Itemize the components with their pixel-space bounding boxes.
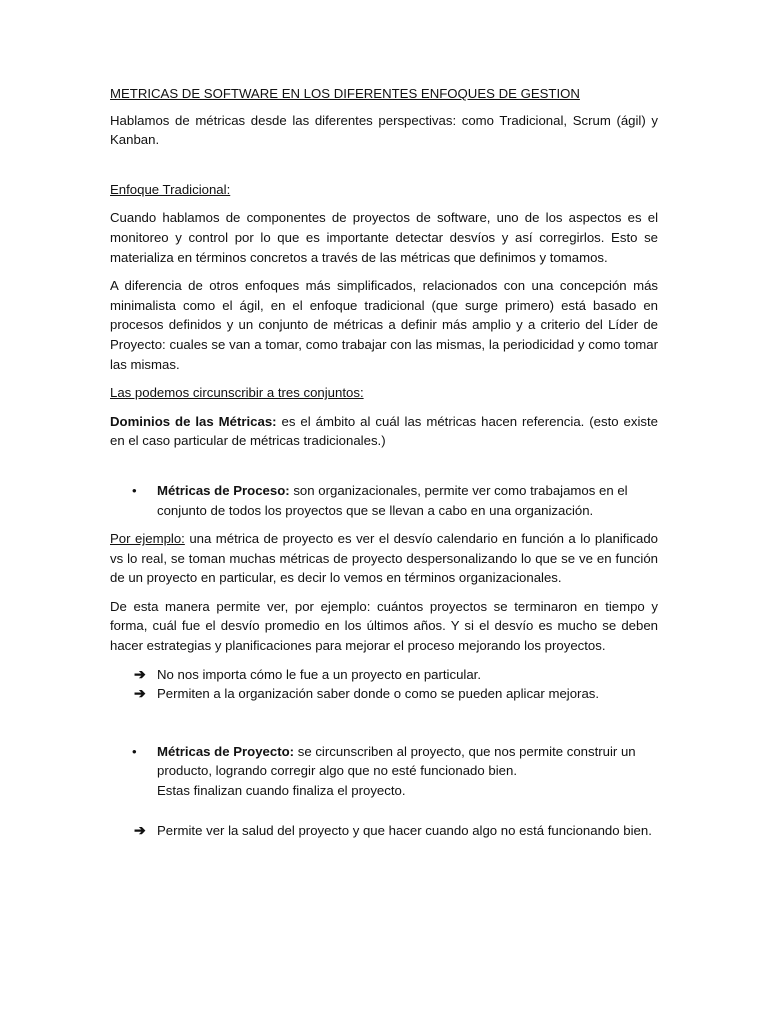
arrow-item-text: No nos importa cómo le fue a un proyecto en particular. (157, 666, 482, 682)
bullet-metricas-proceso (110, 481, 658, 520)
ejemplo-label: Por ejemplo: (110, 531, 185, 547)
arrow-right-icon: ➔ (134, 665, 146, 682)
bullet-metricas-proyecto (110, 742, 658, 801)
proyecto-label: Métricas de Proyecto: (157, 743, 295, 759)
document-page (110, 84, 658, 840)
paragraph-diferencia: A diferencia de otros enfoques más simplificados, relacionados con una concepción más minimalista como el ágil, en el enfoque tradicional (que surge primero) está basado en procesos definidos y un conjunto de métricas a definir más amplio y a criterio del Líder de Proyecto: cuales se van a tomar, como trabajar con las mismas, la periodicidad y como tomar las mismas. (110, 278, 658, 372)
paragraph-ejemplo (110, 529, 658, 588)
dominios-text: es el ámbito al cuál las métricas hacen referencia. (esto existe en el caso particular de métricas tradicionales.) (110, 413, 658, 449)
arrow-item (110, 821, 658, 841)
paragraph-componentes: Cuando hablamos de componentes de proyectos de software, uno de los aspectos es el monitoreo y control por lo que es importante detectar desvíos y así corregirlos. Esto se materializa en términos concretos a través de las métricas que definimos y tomamos. (110, 210, 658, 265)
paragraph-dominios (110, 412, 658, 451)
dominios-label: Dominios de las Métricas: (110, 413, 277, 429)
section-heading-tradicional: Enfoque Tradicional: (110, 181, 231, 197)
proceso-arrow-list (110, 665, 658, 704)
proyecto-bullet-line (110, 742, 658, 781)
arrow-item-text: Permite ver la salud del proyecto y que hacer cuando algo no está funcionando bien. (157, 822, 652, 838)
arrow-item (110, 684, 658, 704)
proyecto-text: se circunscriben al proyecto, que nos permite construir un producto, logrando corregir algo que no esté funcionado bien. (157, 743, 636, 779)
arrow-right-icon: ➔ (134, 685, 146, 702)
arrow-item (110, 665, 658, 685)
proyecto-text2: Estas finalizan cuando finaliza el proyecto. (157, 783, 406, 799)
proceso-text: son organizacionales, permite ver como trabajamos en el conjunto de todos los proyectos que se llevan a cabo en una organización. (157, 482, 628, 518)
proyecto-arrow-list (110, 821, 658, 841)
ejemplo-text: una métrica de proyecto es ver el desvío calendario en función a lo planificado vs lo real, se toman muchas métricas de proyecto despersonalizando lo que se ve en función de un proyecto en particular, es decir lo vemos en términos organizacionales. (110, 531, 658, 586)
proceso-label: Métricas de Proceso: (157, 482, 290, 498)
bullet-icon: • (132, 482, 137, 498)
arrow-right-icon: ➔ (134, 821, 146, 838)
subheading-conjuntos: Las podemos circunscribir a tres conjuntos: (110, 385, 364, 401)
document-title: METRICAS DE SOFTWARE EN LOS DIFERENTES ENFOQUES DE GESTION (110, 86, 580, 101)
paragraph-manera: De esta manera permite ver, por ejemplo: cuántos proyectos se terminaron en tiempo y forma, cuál fue el desvío promedio en los últimos años. Y si el desvío es mucho se deben hacer estrategias y planificaciones para mejorar el proceso mejorando los proyectos. (110, 598, 658, 654)
bullet-icon: • (132, 743, 137, 759)
intro-paragraph: Hablamos de métricas desde las diferentes perspectivas: como Tradicional, Scrum (ágil) y Kanban. (110, 112, 658, 148)
arrow-item-text: Permiten a la organización saber donde o como se pueden aplicar mejoras. (157, 686, 600, 702)
